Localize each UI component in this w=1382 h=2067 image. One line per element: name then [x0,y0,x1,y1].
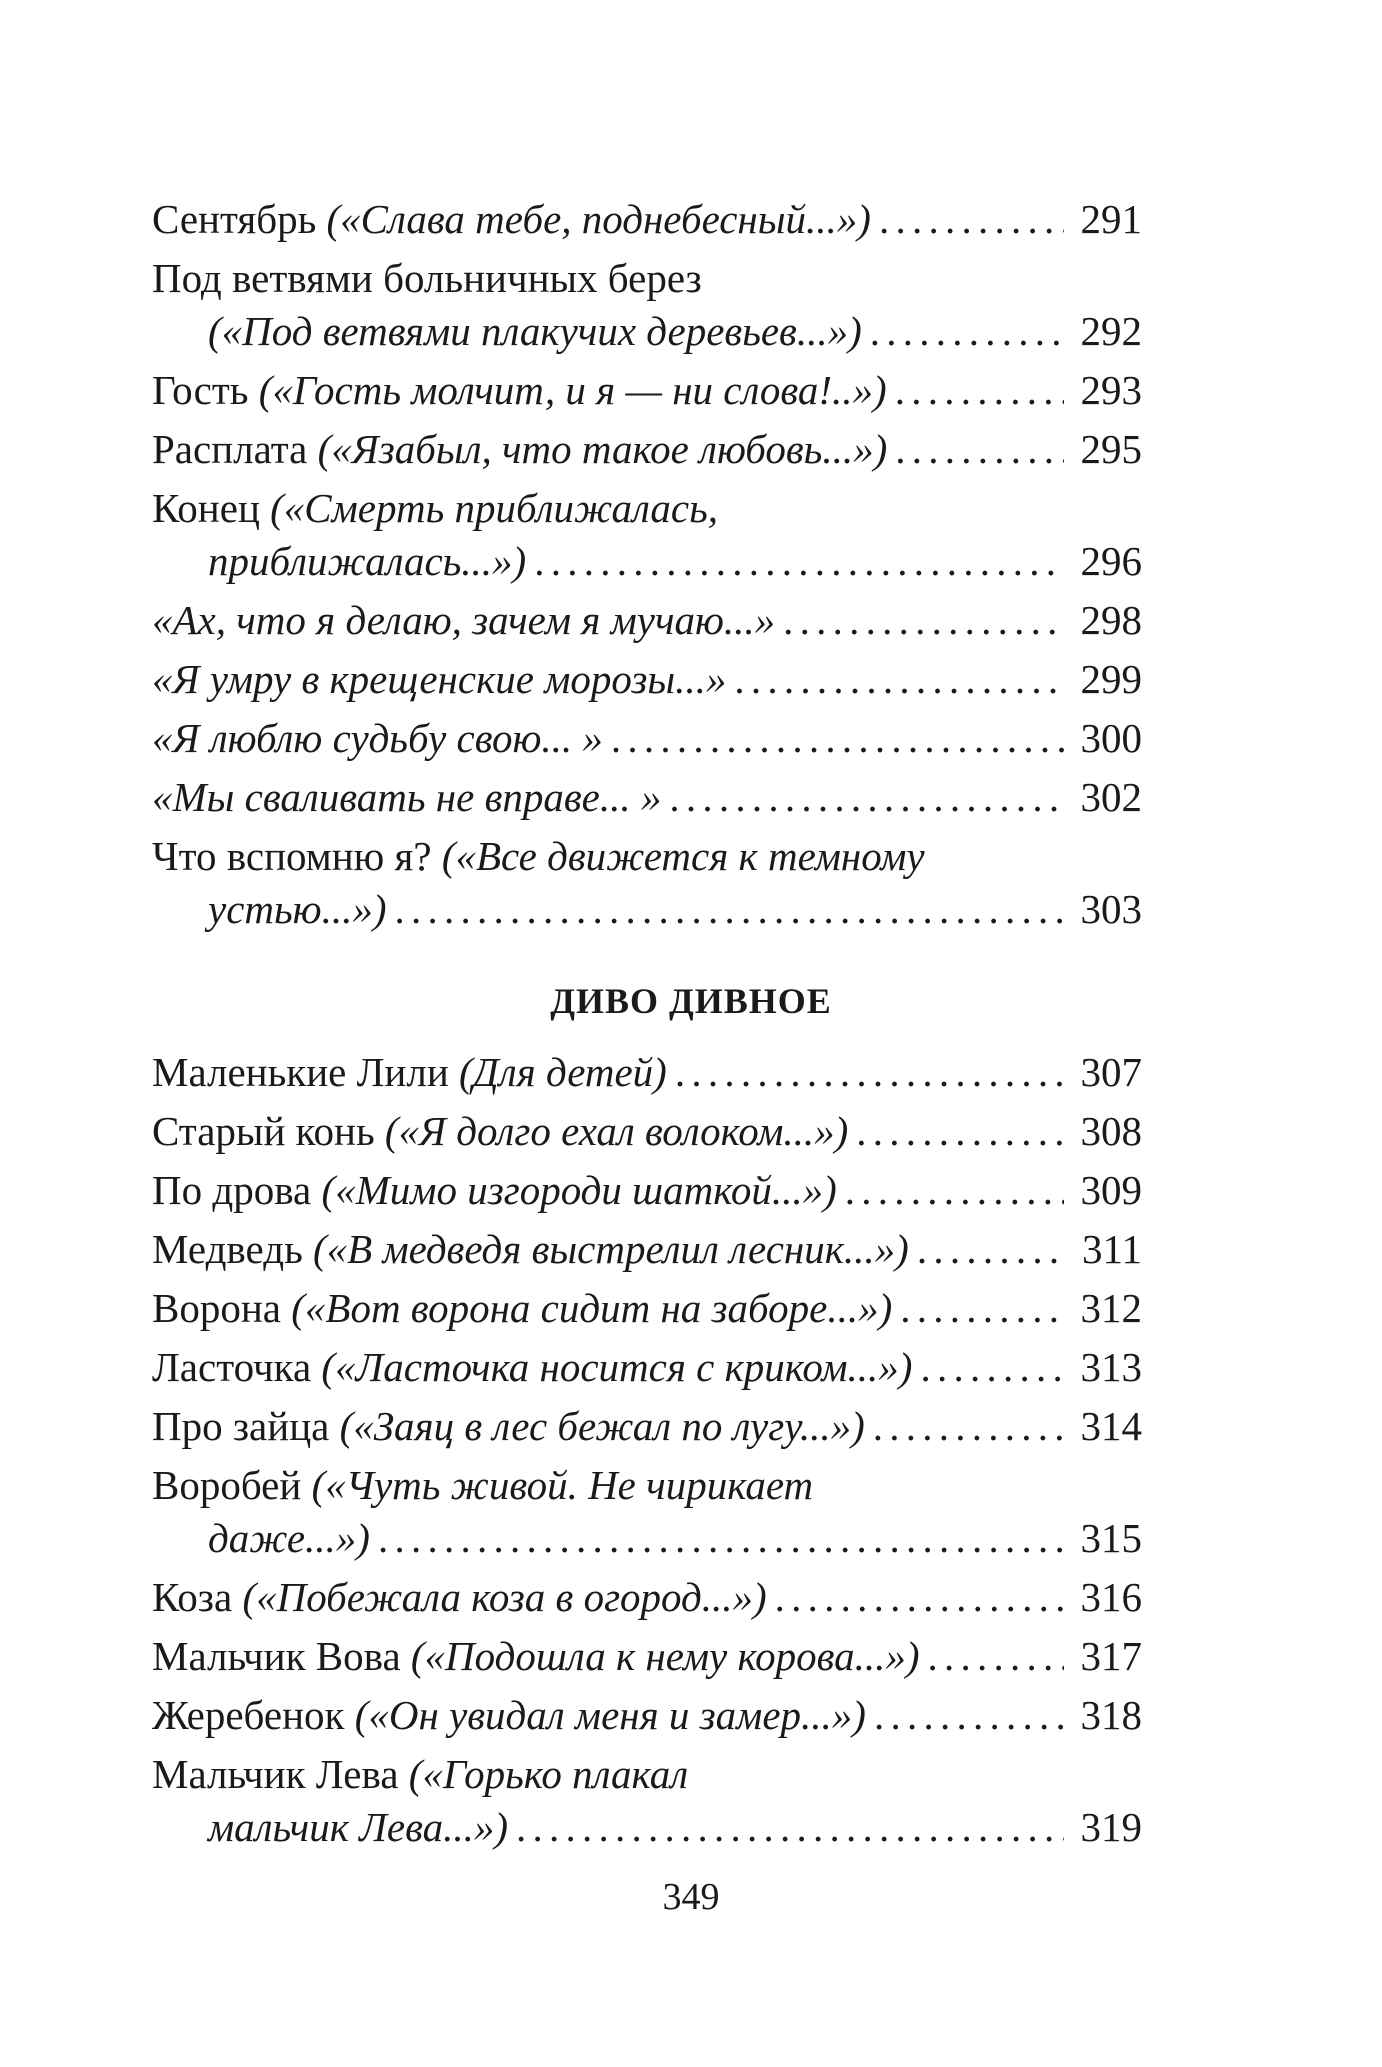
toc-entry-title [152,653,726,706]
toc-entry-title [152,252,702,305]
toc-entry [152,1400,1142,1453]
dot-leader [874,1689,1064,1742]
toc-entry [152,771,1142,824]
toc-entry [152,1341,1142,1394]
section-title: ДИВО ДИВНОЕ [550,981,832,1021]
toc-entry [152,1105,1142,1158]
toc-entry [152,364,1142,417]
toc-entry-line [152,594,1142,647]
entry-title-text: По дрова [152,1167,322,1213]
toc-entry-line [152,1341,1142,1394]
toc-page-number: 292 [1080,308,1142,354]
toc-entry-line [152,1223,1142,1276]
toc-page-number: 314 [1080,1403,1142,1449]
toc-page-number: 302 [1080,774,1142,820]
dot-leader [734,653,1064,706]
toc-page-number: 316 [1080,1574,1142,1620]
toc-entry-title [152,1223,909,1276]
entry-title-text: Под ветвями больничных берез [152,255,702,301]
entry-first-line-text: («Чуть живой. Не чирикает [311,1462,814,1508]
dot-leader [900,1282,1064,1335]
toc-page-number: 318 [1080,1692,1142,1738]
entry-first-line-text: («Горько плакал [408,1751,689,1797]
dot-leader [856,1105,1064,1158]
toc-entry-line [152,193,1142,246]
entry-title-text: Мальчик Лева [152,1751,409,1797]
entry-first-line-text: устью...») [208,886,387,932]
dot-leader [879,193,1064,246]
entry-first-line-text: («Под ветвями плакучих деревьев...») [208,308,862,354]
dot-leader [845,1164,1064,1217]
toc-entry [152,712,1142,765]
toc-entry-title [152,1400,865,1453]
toc-entry-line [152,830,1142,883]
entry-first-line-text: («Ласточка носится с криком...») [321,1344,913,1390]
entry-first-line-text: «Ах, что я делаю, зачем я мучаю...» [152,597,776,643]
toc-entry-title [152,1341,912,1394]
toc-entry-title [208,883,386,936]
dot-leader [775,1571,1064,1624]
toc-entry-line [152,1164,1142,1217]
toc-entry-title [152,1571,767,1624]
toc-entry-title [208,305,862,358]
page-number: 349 [662,1876,720,1918]
entry-first-line-text: («Побежала коза в огород...») [242,1574,767,1620]
toc-entry-title [152,1459,813,1512]
toc-entry-title [152,364,887,417]
dot-leader [870,305,1064,358]
entry-first-line-text: («Язабыл, что такое любовь...») [317,426,888,472]
toc-page-number: 298 [1080,597,1142,643]
dot-leader [895,364,1064,417]
toc-entry-line [152,535,1142,588]
toc-entry-title [152,1689,866,1742]
entry-title-text: Жеребенок [152,1692,355,1738]
toc-entry-line [152,771,1142,824]
entry-first-line-text: даже...») [208,1515,370,1561]
toc-entry-line [152,1512,1142,1565]
toc-entry-title [152,423,887,476]
toc-page-number: 308 [1080,1108,1142,1154]
toc-entry [152,594,1142,647]
dot-leader [611,712,1064,765]
dot-leader [534,535,1064,588]
entry-first-line-text: приближалась...») [208,538,527,584]
dot-leader [920,1341,1064,1394]
dot-leader [917,1223,1064,1276]
entry-title-text: Что вспомню я? [152,833,442,879]
toc-entry [152,1459,1142,1565]
entry-first-line-text: («Гость молчит, и я — ни слова!..») [258,367,887,413]
toc-entry [152,830,1142,936]
toc-entry-title [152,1046,667,1099]
toc-page-number: 300 [1080,715,1142,761]
entry-first-line-text: (Для детей) [459,1049,667,1095]
toc-section-1 [152,193,1142,942]
entry-first-line-text: («Подошла к нему корова...») [410,1633,920,1679]
toc-page-number: 313 [1080,1344,1142,1390]
entry-first-line-text: («Он увидал меня и замер...») [354,1692,866,1738]
toc-entry-line [152,1105,1142,1158]
entry-title-text: Сентябрь [152,196,327,242]
entry-title-text: Медведь [152,1226,314,1272]
toc-section-2 [152,1046,1142,1860]
toc-entry [152,252,1142,358]
toc-entry-line [152,653,1142,706]
toc-entry-title [152,1105,848,1158]
dot-leader [895,423,1064,476]
dot-leader [669,771,1064,824]
toc-entry [152,423,1142,476]
toc-entry-line [152,1571,1142,1624]
entry-title-text: Ворона [152,1285,292,1331]
entry-first-line-text: («Смерть приближалась, [270,485,719,531]
toc-entry-line [152,364,1142,417]
toc-entry-line [152,252,1142,305]
entry-first-line-text: «Я люблю судьбу свою... » [152,715,603,761]
entry-first-line-text: («Слава тебе, поднебесный...») [326,196,871,242]
toc-entry-line [152,1689,1142,1742]
entry-first-line-text: («Вот ворона сидит на заборе...») [291,1285,893,1331]
toc-page-number: 311 [1082,1226,1142,1272]
entry-first-line-text: («Мимо изгороди шаткой...») [321,1167,837,1213]
toc-page-number: 303 [1080,886,1142,932]
toc-entry [152,482,1142,588]
entry-title-text: Старый конь [152,1108,385,1154]
entry-first-line-text: «Мы сваливать не вправе... » [152,774,662,820]
toc-entry-title [208,535,526,588]
toc-entry-line [152,1801,1142,1854]
toc-entry-line [152,1046,1142,1099]
toc-entry-line [152,423,1142,476]
toc-entry-title [152,594,775,647]
toc-entry [152,1046,1142,1099]
toc-page-number: 309 [1080,1167,1142,1213]
dot-leader [783,594,1064,647]
toc-entry [152,1282,1142,1335]
toc-entry-title [208,1801,508,1854]
entry-title-text: Ласточка [152,1344,322,1390]
toc-entry-line [152,1459,1142,1512]
toc-entry-line [152,883,1142,936]
dot-leader [928,1630,1064,1683]
entry-title-text: Маленькие Лили [152,1049,460,1095]
toc-entry-line [152,1282,1142,1335]
entry-title-text: Воробей [152,1462,312,1508]
entry-title-text: Мальчик Вова [152,1633,411,1679]
toc-entry [152,1223,1142,1276]
toc-entry-line [152,1630,1142,1683]
entry-title-text: Расплата [152,426,318,472]
toc-entry-title [152,771,661,824]
dot-leader [873,1400,1064,1453]
toc-entry-line [152,1748,1142,1801]
entry-first-line-text: («В медведя выстрелил лесник...») [313,1226,909,1272]
toc-entry-title [152,193,871,246]
toc-entry [152,653,1142,706]
toc-entry-title [152,712,603,765]
toc-entry-title [152,1282,892,1335]
entry-first-line-text: («Я долго ехал волоком...») [384,1108,849,1154]
entry-first-line-text: мальчик Лева...») [208,1804,509,1850]
toc-page-number: 291 [1080,196,1142,242]
toc-page-number: 315 [1080,1515,1142,1561]
toc-entry-line [152,305,1142,358]
entry-title-text: Коза [152,1574,243,1620]
entry-title-text: Про зайца [152,1403,340,1449]
toc-page-number: 317 [1080,1633,1142,1679]
toc-entry-line [152,712,1142,765]
toc-entry-title [152,1748,688,1801]
toc-page-number: 293 [1080,367,1142,413]
dot-leader [516,1801,1064,1854]
dot-leader [378,1512,1064,1565]
dot-leader [675,1046,1064,1099]
toc-entry [152,1630,1142,1683]
toc-page-number: 296 [1080,538,1142,584]
entry-first-line-text: («Заяц в лес бежал по лугу...») [339,1403,865,1449]
toc-entry [152,193,1142,246]
toc-page-number: 299 [1080,656,1142,702]
toc-page-number: 312 [1080,1285,1142,1331]
toc-entry-title [208,1512,370,1565]
entry-first-line-text: «Я умру в крещенские морозы...» [152,656,727,702]
dot-leader [394,883,1064,936]
toc-entry [152,1571,1142,1624]
toc-entry [152,1164,1142,1217]
toc-entry [152,1748,1142,1854]
entry-title-text: Конец [152,485,271,531]
toc-page-number: 295 [1080,426,1142,472]
toc-entry-title [152,1164,837,1217]
toc-entry-line [152,482,1142,535]
entry-title-text: Гость [152,367,259,413]
toc-entry-title [152,1630,920,1683]
toc-page-number: 307 [1080,1049,1142,1095]
toc-entry-line [152,1400,1142,1453]
toc-entry-title [152,482,718,535]
toc-entry [152,1689,1142,1742]
toc-page-number: 319 [1080,1804,1142,1850]
entry-first-line-text: («Все движется к темному [441,833,925,879]
toc-entry-title [152,830,925,883]
